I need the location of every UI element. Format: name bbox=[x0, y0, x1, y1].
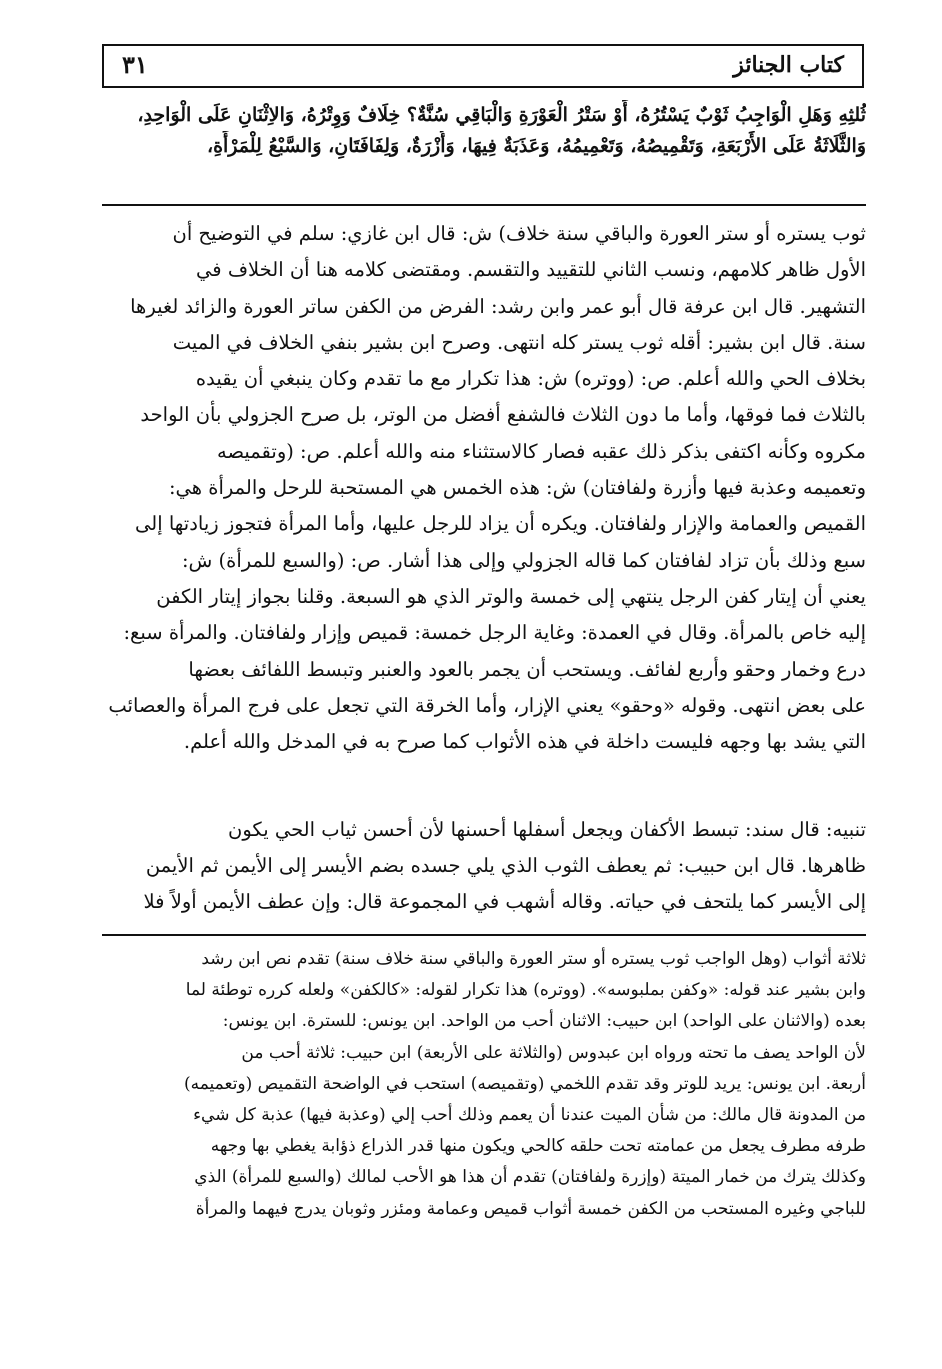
footnote-line: وابن بشير عند قوله: «وكفن بملبوسه». (ووتره) هذا تكرار لقوله: «كالكفن» ولعله كرره توطئة لما bbox=[185, 980, 866, 1001]
running-header bbox=[102, 44, 864, 88]
note-line: ظاهرها. قال ابن حبيب: ثم يعطف الثوب الذي يلي جسده بضم الأيسر إلى الأيمن ثم الأيمن bbox=[145, 854, 866, 877]
commentary-line: ثوب يستره أو ستر العورة والباقي سنة خلاف) ش: قال ابن غازي: سلم في التوضيح أن bbox=[172, 222, 866, 245]
footnote-line: لأن الواحد يصف ما تحته ورواه ابن عبدوس (والثلاثة على الأربعة) ابن حبيب: ثلاثة أحب من bbox=[241, 1042, 866, 1063]
footnote-line: من المدونة قال مالك: من شأن الميت عندنا أن يعمم وذلك أحب إلي (وعذبة فيها) عذبة كل شيء bbox=[193, 1105, 866, 1126]
note-line: تنبيه: قال سند: تبسط الأكفان ويجعل أسفلها أحسنها لأن أحسن ثياب الحي يكون bbox=[228, 818, 866, 841]
footnote-line: وكذلك يترك من خمار الميتة (وإزرة ولفافتان) تقدم أن هذا هو الأحب لمالك (والسبع للمرأة) الذي bbox=[194, 1167, 866, 1188]
matn-line: وَالثَّلَاثَةُ عَلَى الأَرْبَعَةِ، وَتَقْمِيصُهُ، وَتَعْمِيمُهُ، وَعَذَبَةٌ فِيهَا، وَأُزْرَةٌ، وَلِفَافَتَانِ، وَالسَّبْعُ لِلْمَرْأَةِ، bbox=[206, 135, 866, 157]
commentary-line: القميص والعمامة والإزار ولفافتان. ويكره أن يزاد للرجل عليها، وأما المرأة فتجوز زيادتها إلى bbox=[135, 512, 866, 536]
footnotes-text bbox=[100, 944, 866, 1225]
matn-line: ثُلثِهِ وَهَلِ الْوَاجِبُ ثَوْبٌ يَسْتُرُهُ، أَوْ سَتْرُ الْعَوْرَةِ وَالْبَاقِي سُنَّةٌ؟ خِلَافٌ وَوِتْرُهُ، وَالاِثْنَانِ عَلَى الْوَاحِدِ، bbox=[137, 104, 866, 126]
commentary-line: درع وخمار وحقو وأربع لفائف. ويستحب أن يجمر بالعود والعنبر وتبسط اللفائف بعضها bbox=[188, 657, 866, 681]
commentary-line: بالثلاث فما فوقها، وأما ما دون الثلاث فالشفع أفضل من الوتر، بل صرح الجزولي بأن الواحد bbox=[140, 403, 866, 427]
footnote-divider bbox=[102, 934, 866, 936]
commentary-text bbox=[100, 216, 866, 760]
footnote-line: بعده (والاثنان على الواحد) ابن حبيب: الاثنان أحب من الواحد. ابن يونس: للسترة. ابن يونس: bbox=[222, 1011, 866, 1032]
commentary-line: التي يشد بها وجهه فليست داخلة في هذه الأثواب كما صرح به في المدخل والله أعلم. bbox=[183, 730, 866, 754]
commentary-line: التشهير. قال ابن عرفة قال أبو عمر وابن رشد: الفرض من الكفن ساتر العورة والزائد لغيرها bbox=[130, 294, 866, 318]
footnote-line: للباجي وغيره المستحب من الكفن خمسة أثواب قميص وعمامة ومئزر وثوبان يدرج فيهما والمرأة bbox=[195, 1198, 866, 1219]
footnote-line: ثلاثة أثواب (وهل الواجب ثوب يستره أو ستر العورة والباقي سنة خلاف سنة) تقدم نص ابن رشد bbox=[201, 949, 866, 969]
commentary-line: بخلاف الحي والله أعلم. ص: (ووتره) ش: هذا تكرار مع ما تقدم وكان ينبغي أن يقيده bbox=[195, 367, 866, 391]
commentary-line: سبع وذلك بأن تزاد لفافتان كما قاله الجزولي وإلى هذا أشار. ص: (والسبع للمرأة) ش: bbox=[181, 548, 866, 572]
commentary-line: الأول ظاهر كلامهم، ونسب الثاني للتقييد والتقسم. ومقتضى كلامه هنا أن الخلاف في bbox=[196, 258, 866, 282]
page-number: ٣١ bbox=[122, 50, 148, 79]
commentary-line: وتعميمه وعذبة فيها وأزرة ولفافتان) ش: هذه الخمس هي المستحبة للرحل والمرأة هي: bbox=[168, 476, 866, 500]
note-text bbox=[100, 812, 866, 920]
commentary-line: سنة. قال ابن بشير: أقله ثوب يستر كله انتهى. وصرح ابن بشير بنفي الخلاف في الميت bbox=[172, 330, 866, 354]
footnote-line: أربعة. ابن يونس: يريد للوتر وقد تقدم اللخمي (وتقميصه) استحب في الواضحة التقميص (وتعميمه) bbox=[183, 1073, 866, 1094]
matn-divider bbox=[102, 204, 866, 206]
matn-text bbox=[100, 100, 866, 162]
note-line: إلى الأيسر كما يلتحف في حياته. وقاله أشهب في المجموعة قال: وإن عطف الأيمن أولاً فلا bbox=[143, 890, 866, 913]
commentary-line: يعني أن إيتار كفن الرجل ينتهي إلى خمسة والوتر الذي هو السبعة. وقلنا بجواز إيتار الكفن bbox=[156, 584, 866, 608]
commentary-line: إليه خاص بالمرأة. وقال في العمدة: وغاية الرجل خمسة: قميص وإزار ولفافتان. والمرأة سبع: bbox=[123, 621, 866, 645]
commentary-line: مكروه وكأنه اكتفى بذكر ذلك عقبه فصار كالاستثناء منه والله أعلم. ص: (وتقميصه bbox=[217, 439, 866, 463]
commentary-line: على بعض انتهى. وقوله «وحقو» يعني الإزار، وأما الخرقة التي تجعل على فرج المرأة والعصائب bbox=[108, 693, 866, 717]
footnote-line: طرفه مطرف يجعل من عمامته تحت حلقه كالحي ويكون منها قدر الذراع ذؤابة يغطي بها وجهه bbox=[210, 1136, 866, 1157]
book-title: كتاب الجنائز bbox=[733, 52, 844, 78]
